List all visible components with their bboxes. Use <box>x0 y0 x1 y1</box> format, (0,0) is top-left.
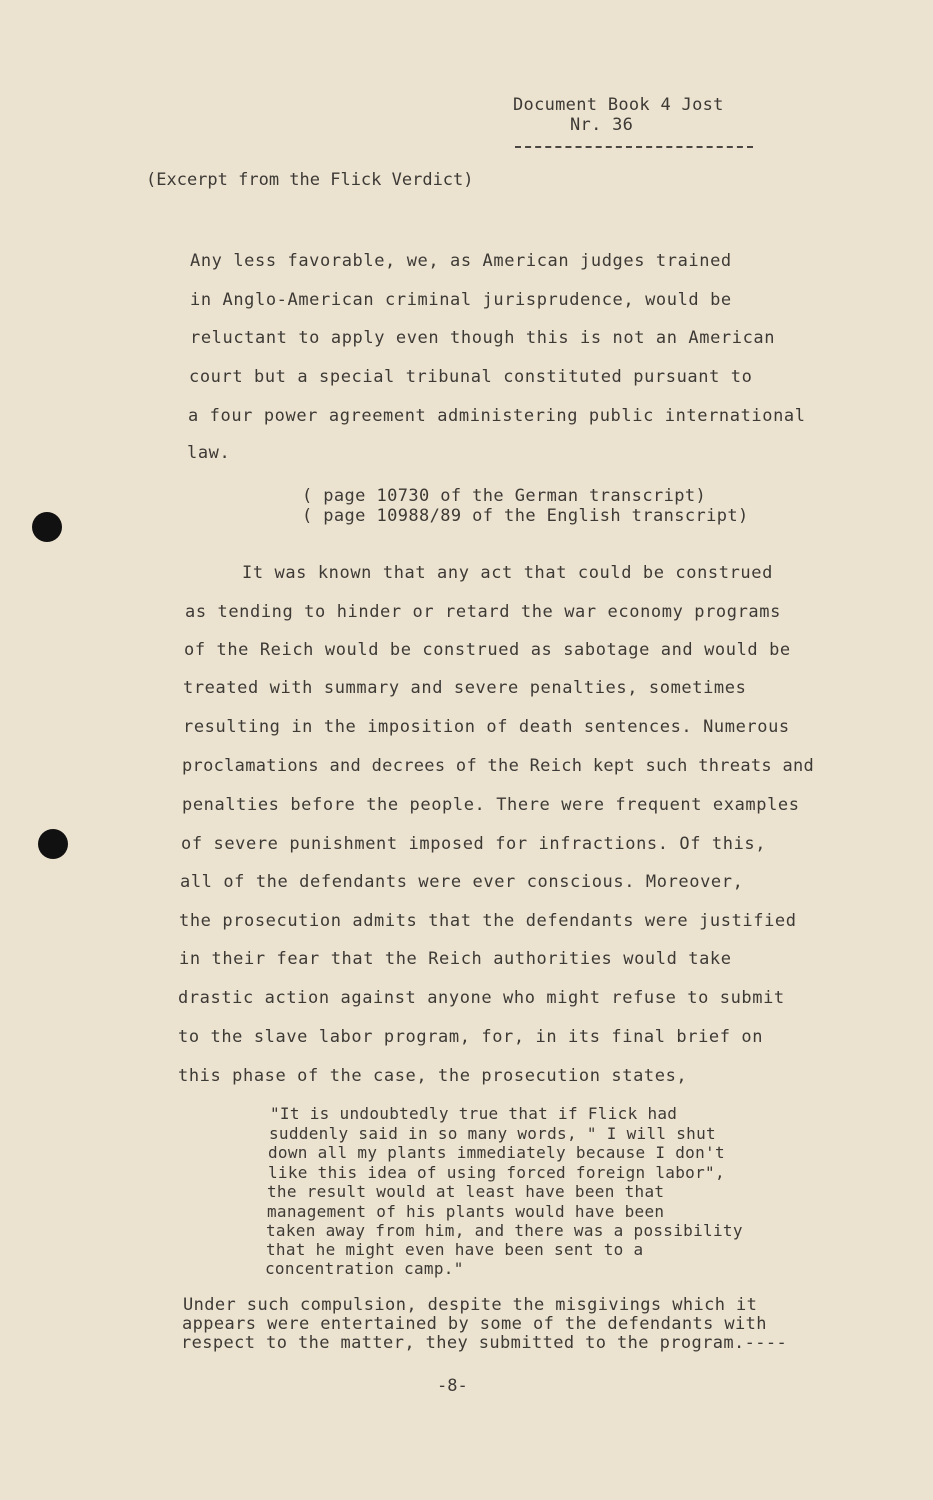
header-rule <box>515 146 753 148</box>
text-line: of severe punishment imposed for infractions. Of this, <box>181 834 767 854</box>
text-line: reluctant to apply even though this is not an American <box>190 328 776 348</box>
document-book-label: Document Book 4 Jost <box>513 95 724 115</box>
quote-line: the result would at least have been that <box>267 1182 665 1201</box>
text-line: a four power agreement administering public international <box>188 406 806 426</box>
text-line: respect to the matter, they submitted to the program.---- <box>181 1333 788 1353</box>
document-number: Nr. 36 <box>570 115 634 135</box>
text-line: drastic action against anyone who might refuse to submit <box>178 988 785 1008</box>
text-line: the prosecution admits that the defendants were justified <box>179 911 797 931</box>
text-line: Any less favorable, we, as American judges trained <box>190 251 732 271</box>
quote-line: down all my plants immediately because I don't <box>268 1143 725 1162</box>
text-line: of the Reich would be construed as sabotage and would be <box>184 640 791 660</box>
text-line: this phase of the case, the prosecution states, <box>178 1066 688 1086</box>
punch-hole <box>38 829 68 859</box>
excerpt-title: (Excerpt from the Flick Verdict) <box>146 170 474 190</box>
quote-line: suddenly said in so many words, " I will shut <box>269 1124 716 1143</box>
quote-line: taken away from him, and there was a possibility <box>266 1221 743 1240</box>
quote-line: "It is undoubtedly true that if Flick had <box>270 1104 678 1123</box>
text-line: in Anglo-American criminal jurisprudence, would be <box>190 290 732 310</box>
page-number: -8- <box>437 1376 468 1396</box>
reference-line: ( page 10988/89 of the English transcript) <box>302 506 749 526</box>
quote-line: that he might even have been sent to a <box>266 1240 644 1259</box>
text-line: proclamations and decrees of the Reich kept such threats and <box>182 756 815 776</box>
text-line: all of the defendants were ever conscious. Moreover, <box>180 872 744 892</box>
text-line: treated with summary and severe penalties, sometimes <box>183 678 747 698</box>
text-line: as tending to hinder or retard the war economy programs <box>185 602 781 622</box>
quote-line: concentration camp." <box>265 1259 464 1278</box>
text-line: resulting in the imposition of death sentences. Numerous <box>183 717 790 737</box>
text-line: to the slave labor program, for, in its final brief on <box>178 1027 764 1047</box>
text-line: law. <box>187 443 231 463</box>
text-line: penalties before the people. There were frequent examples <box>182 795 800 815</box>
text-line: appears were entertained by some of the defendants with <box>182 1314 767 1334</box>
quote-line: management of his plants would have been <box>267 1202 665 1221</box>
text-line: It was known that any act that could be construed <box>242 563 773 583</box>
quote-line: like this idea of using forced foreign labor", <box>268 1163 725 1182</box>
punch-hole <box>32 512 62 542</box>
text-line: in their fear that the Reich authorities would take <box>179 949 732 969</box>
reference-line: ( page 10730 of the German transcript) <box>302 486 707 506</box>
text-line: Under such compulsion, despite the misgivings which it <box>183 1295 758 1315</box>
text-line: court but a special tribunal constituted pursuant to <box>189 367 753 387</box>
